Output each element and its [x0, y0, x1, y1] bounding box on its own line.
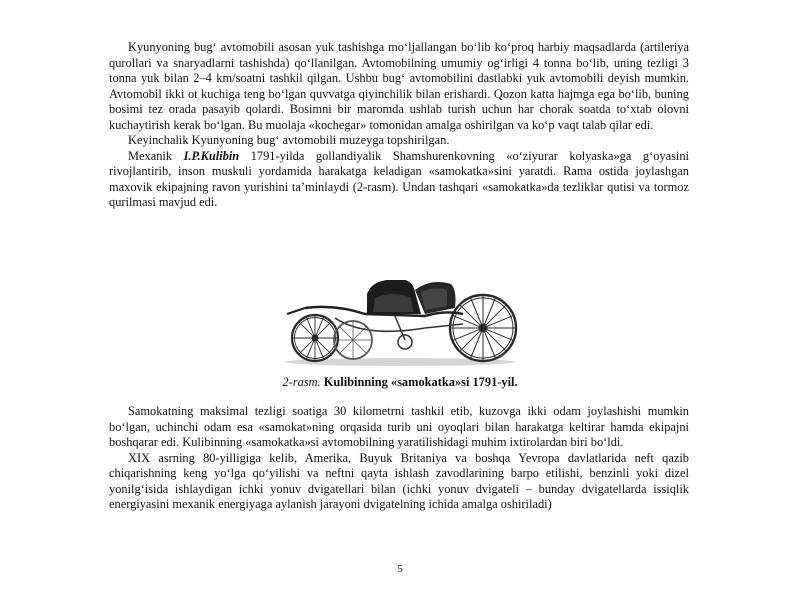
samokatka-illustration [275, 268, 525, 368]
caption-number: 2-rasm. [282, 375, 321, 389]
paragraph-kyunyo-vehicle: Kyunyoning bug‘ avtomobili asosan yuk tashishga mo‘ljallangan bo‘lib ko‘proq harbiy maqsadlarda (artileriya qurollari va snaryadlarni tashishda) qo‘llanilgan. Avtomobilning umumiy og‘irligi 4 tonna bo‘lib, uning tezligi 3 tonna yuk bilan 2–4 km/soatni tashkil qilgan. Ushbu bug‘ avtomobilini dastlabki yuk avtomobili deyish mumkin. Avtomobil ikki ot kuchiga teng bo‘lgan quvvatga qiyinchilik bilan erishardi. Qozon katta hajmga ega bo‘lib, buning bosimi tez orada pasayib qolardi. Bosimni bir maromda ushlab turish uchun har chorak soatda to‘xtab olovni kuchaytirish kerak bo‘lgan. Bu muolaja «kochegar» tomonidan amalga oshirilgan va ko‘p vaqt talab qilar edi. [109, 40, 689, 132]
paragraph-samokat-speed: Samokatning maksimal tezligi soatiga 30 kilometrni tashkil etib, kuzovga ikki odam joylashishi mumkin bo‘lgan, uchinchi odam esa «samokat»ning orqasida turib uni oyoqlari bilan harakatga keltirar hamda ekipajni boshqarar edi. Kulibinning «samokatka»si avtomobilning yaratilishidagi muhim ixtirolardan biri bo‘ldi. [109, 404, 689, 449]
paragraph-museum: Keyinchalik Kyunyoning bug‘ avtomobili muzeyga topshirilgan. [128, 133, 450, 147]
inventor-name: I.P.Kulibin [183, 148, 240, 163]
paragraph-kulibin-text: 1791-yilda gollandiyalik Shamshurenkovning «o‘ziyurar kolyaska»ga g‘oyasini rivojlantirib, inson muskuli yordamida harakatga keladigan «samokatka»sini yaratdi. Rama ostida joylashgan maxovik ekipajning ravon yurishini ta’minlaydi (2-rasm). Undan tashqari «samokatka»da tezliklar qutisi va tormoz qurilmasi mavjud edi. [109, 148, 689, 209]
paragraph-kulibin-prefix: Mexanik [128, 148, 184, 163]
rear-wheel-illustration [450, 295, 516, 361]
paragraph-19th-century: XIX asrning 80-yilligiga kelib, Amerika, Buyuk Britaniya va boshqa Yevropa davlatlarida neft qazib chiqarishning keng yo‘lga qo‘yilishi va neftni qayta ishlash zavodlarining barpo etilishi, benzinli yoki dizel yonilg‘isida ishlaydigan ichki yonuv dvigatellari bilan (ichki yonuv dvigateli – bunday dvigatellarda issiqlik energiyasini mexanik energiyaga aylanish jarayoni dvigatelning ichida amalga oshiriladi) [109, 450, 689, 511]
text-block-bottom [109, 404, 689, 513]
front-wheel-illustration [292, 315, 338, 361]
text-block-top [109, 40, 689, 211]
figure-caption [0, 375, 800, 390]
page-number: 5 [397, 563, 403, 575]
caption-title: Kulibinning «samokatka»si 1791-yil. [323, 375, 518, 389]
paragraph-kulibin [109, 149, 689, 211]
